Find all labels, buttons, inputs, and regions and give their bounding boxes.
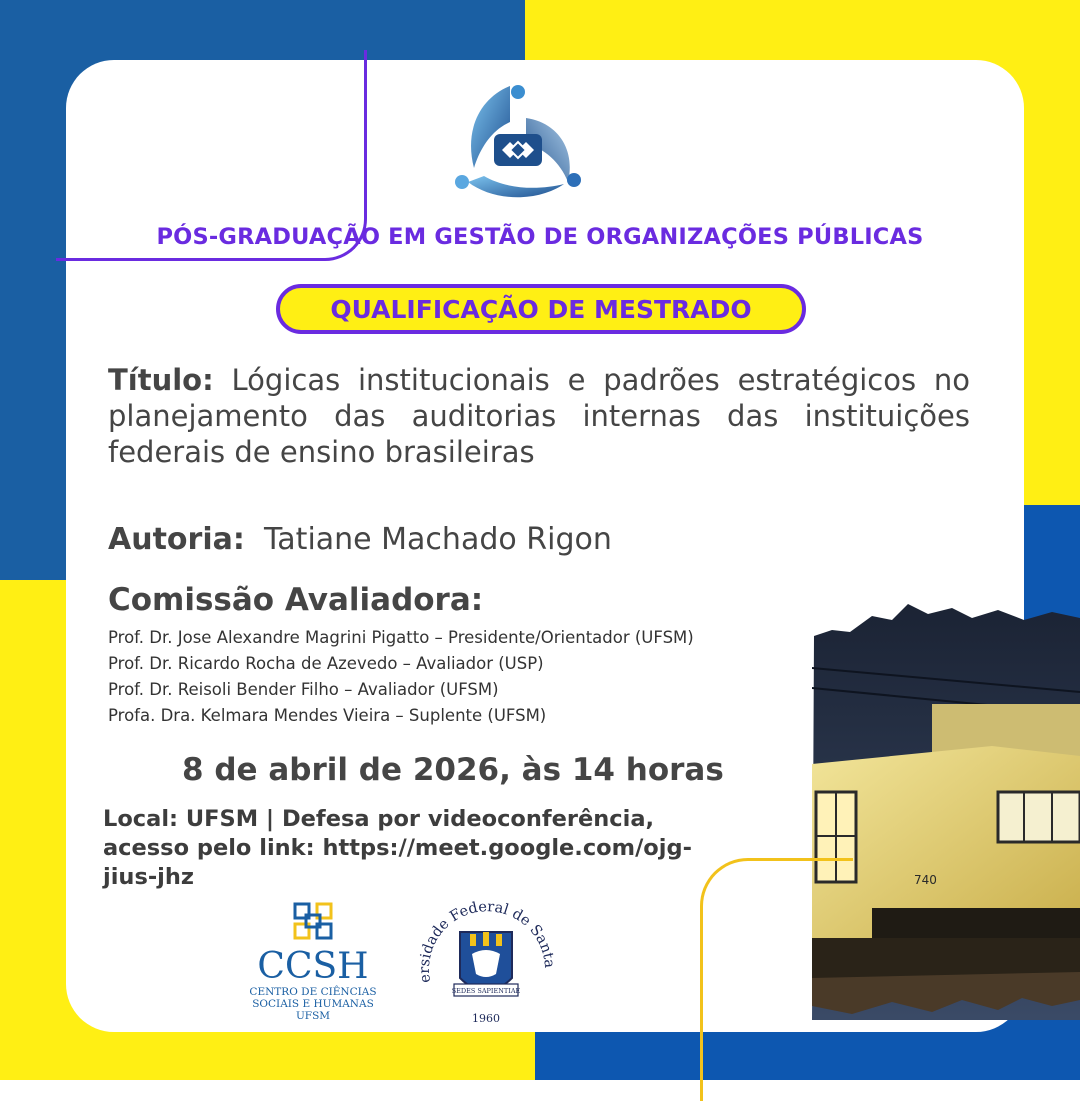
event-location: Local: UFSM | Defesa por videoconferência, acesso pelo link: https://meet.google.com/ojg-jius-jhz [103, 806, 692, 890]
event-type-label: QUALIFICAÇÃO DE MESTRADO [330, 294, 752, 324]
author-name: Tatiane Machado Rigon [263, 522, 612, 557]
thesis-title: Lógicas institucionais e padrões estratégicos no planejamento das auditorias internas das instituições federais de ensino brasileiras [108, 363, 971, 469]
program-title: PÓS-GRADUAÇÃO EM GESTÃO DE ORGANIZAÇÕES PÚBLICAS [156, 224, 924, 250]
ufsm-seal [412, 888, 560, 1030]
committee-member: Prof. Dr. Reisoli Bender Filho – Avaliador (UFSM) [108, 680, 499, 699]
ccsh-name-line: CENTRO DE CIÊNCIAS [249, 986, 377, 998]
committee-member: Prof. Dr. Ricardo Rocha de Azevedo – Avaliador (USP) [108, 654, 544, 673]
ufsm-motto: SEDES SAPIENTIAE [451, 987, 521, 995]
author-label: Autoria: [108, 522, 245, 557]
title-label: Título: [108, 363, 214, 397]
ufsm-name: ersidade Federal de Santa [416, 899, 558, 984]
ufsm-year: 1960 [472, 1012, 500, 1025]
ccsh-name-line: UFSM [295, 1010, 331, 1022]
author-line [108, 522, 612, 557]
thesis-title-block [108, 362, 970, 470]
event-type-badge [276, 284, 806, 334]
event-date: 8 de abril de 2026, às 14 horas [182, 752, 724, 788]
committee-list [108, 625, 694, 729]
building-number: 740 [914, 873, 937, 887]
ccsh-name-line: SOCIAIS E HUMANAS [252, 998, 374, 1010]
committee-member: Profa. Dra. Kelmara Mendes Vieira – Suplente (UFSM) [108, 706, 547, 725]
committee-member: Prof. Dr. Jose Alexandre Magrini Pigatto – Presidente/Orientador (UFSM) [108, 628, 694, 647]
ccsh-logo [238, 900, 388, 1022]
program-logo [448, 78, 588, 208]
ccsh-emblem-icon [291, 900, 335, 942]
ccsh-abbreviation: CCSH [257, 946, 369, 987]
decorative-yellow-arc [700, 858, 853, 1101]
committee-label: Comissão Avaliadora: [108, 582, 484, 618]
